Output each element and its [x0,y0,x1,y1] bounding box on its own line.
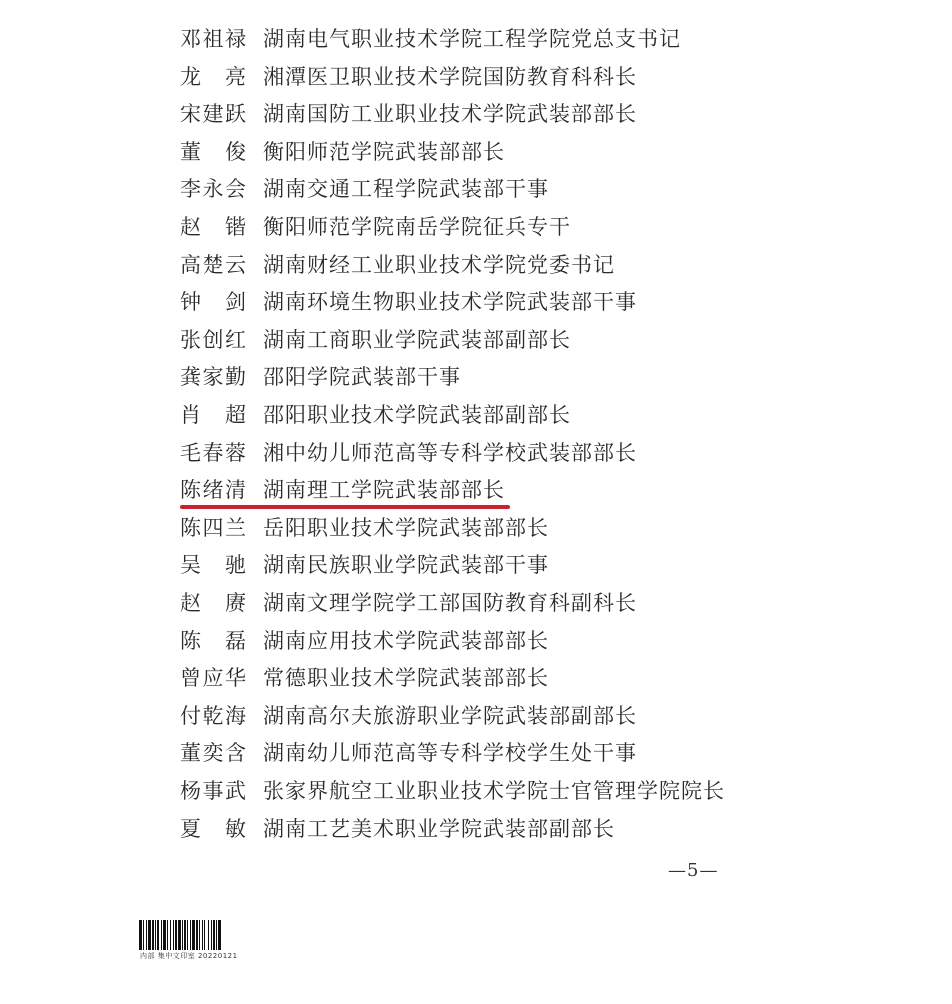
list-item [0,814,952,844]
person-name: 宋 建 跃 [180,102,246,127]
list-item [0,287,952,317]
person-title: 湖南财经工业职业技术学院党委书记 [263,252,615,277]
person-title: 湖南交通工程学院武装部干事 [263,177,549,202]
person-name: 肖 超 [180,403,246,427]
person-name: 钟 剑 [180,290,246,315]
person-title: 邵阳职业技术学院武装部副部长 [263,403,571,427]
person-name: 吴 驰 [180,553,246,578]
person-name: 董 俊 [180,139,246,164]
list-item [0,550,952,580]
person-title: 湖南高尔夫旅游职业学院武装部副部长 [263,703,637,728]
person-title: 湖南工艺美术职业学院武装部副部长 [263,816,615,841]
person-title: 常德职业技术学院武装部部长 [263,666,549,691]
person-title: 湖南民族职业学院武装部干事 [263,553,549,578]
person-name: 陈 绪 清 [180,478,246,503]
list-item [0,174,952,204]
person-name: 赵 锴 [180,215,246,239]
person-title: 湘中幼儿师范高等专科学校武装部部长 [263,440,637,465]
person-name: 李 永 会 [180,177,246,202]
person-name: 张 创 红 [180,327,246,352]
person-name: 赵 赓 [180,591,246,615]
person-title: 湖南理工学院武装部部长 [263,478,505,503]
highlight-underline [180,505,510,509]
list-item [0,137,952,167]
list-item [0,24,952,54]
list-item [0,701,952,731]
list-item [0,362,952,392]
person-name: 龚 家 勤 [180,365,246,390]
barcode-caption: 内部 集中文印室 20220121 [140,952,238,960]
person-title: 湘潭医卫职业技术学院国防教育科科长 [263,64,637,89]
person-title: 湖南文理学院学工部国防教育科副科长 [263,591,637,615]
person-name: 董 奕 含 [180,741,246,766]
person-title: 湖南幼儿师范高等专科学校学生处干事 [263,741,637,766]
page-number: —5— [668,860,719,881]
person-name: 杨 事 武 [180,779,246,803]
person-name: 高 楚 云 [180,252,246,277]
person-title: 湖南应用技术学院武装部部长 [263,628,549,653]
list-item [0,738,952,768]
list-item [0,776,952,806]
person-title: 湖南电气职业技术学院工程学院党总支书记 [263,27,681,51]
person-title: 衡阳师范学院武装部部长 [263,139,505,164]
list-item [0,325,952,355]
person-title: 邵阳学院武装部干事 [263,365,461,390]
person-title: 湖南国防工业职业技术学院武装部部长 [263,102,637,127]
list-item [0,62,952,92]
person-name: 付 乾 海 [180,703,246,728]
barcode-image [139,920,269,950]
list-item [0,250,952,280]
person-name: 夏 敏 [180,816,246,841]
list-item [0,438,952,468]
list-item [0,400,952,430]
list-item [0,513,952,543]
person-title: 湖南工商职业学院武装部副部长 [263,327,571,352]
person-title: 张家界航空工业职业技术学院士官管理学院院长 [263,779,725,803]
list-item [0,626,952,656]
person-title: 湖南环境生物职业技术学院武装部干事 [263,290,637,315]
person-title: 岳阳职业技术学院武装部部长 [263,515,549,540]
list-item [0,663,952,693]
list-item [0,588,952,618]
person-name: 陈 磊 [180,628,246,653]
list-item [0,212,952,242]
list-item [0,99,952,129]
person-name: 曾 应 华 [180,666,246,691]
person-name: 毛 春 蓉 [180,440,246,465]
list-item [0,475,952,505]
person-name: 龙 亮 [180,64,246,89]
person-name: 陈 四 兰 [180,515,246,540]
person-name: 邓 祖 禄 [180,27,246,51]
person-title: 衡阳师范学院南岳学院征兵专干 [263,215,571,239]
